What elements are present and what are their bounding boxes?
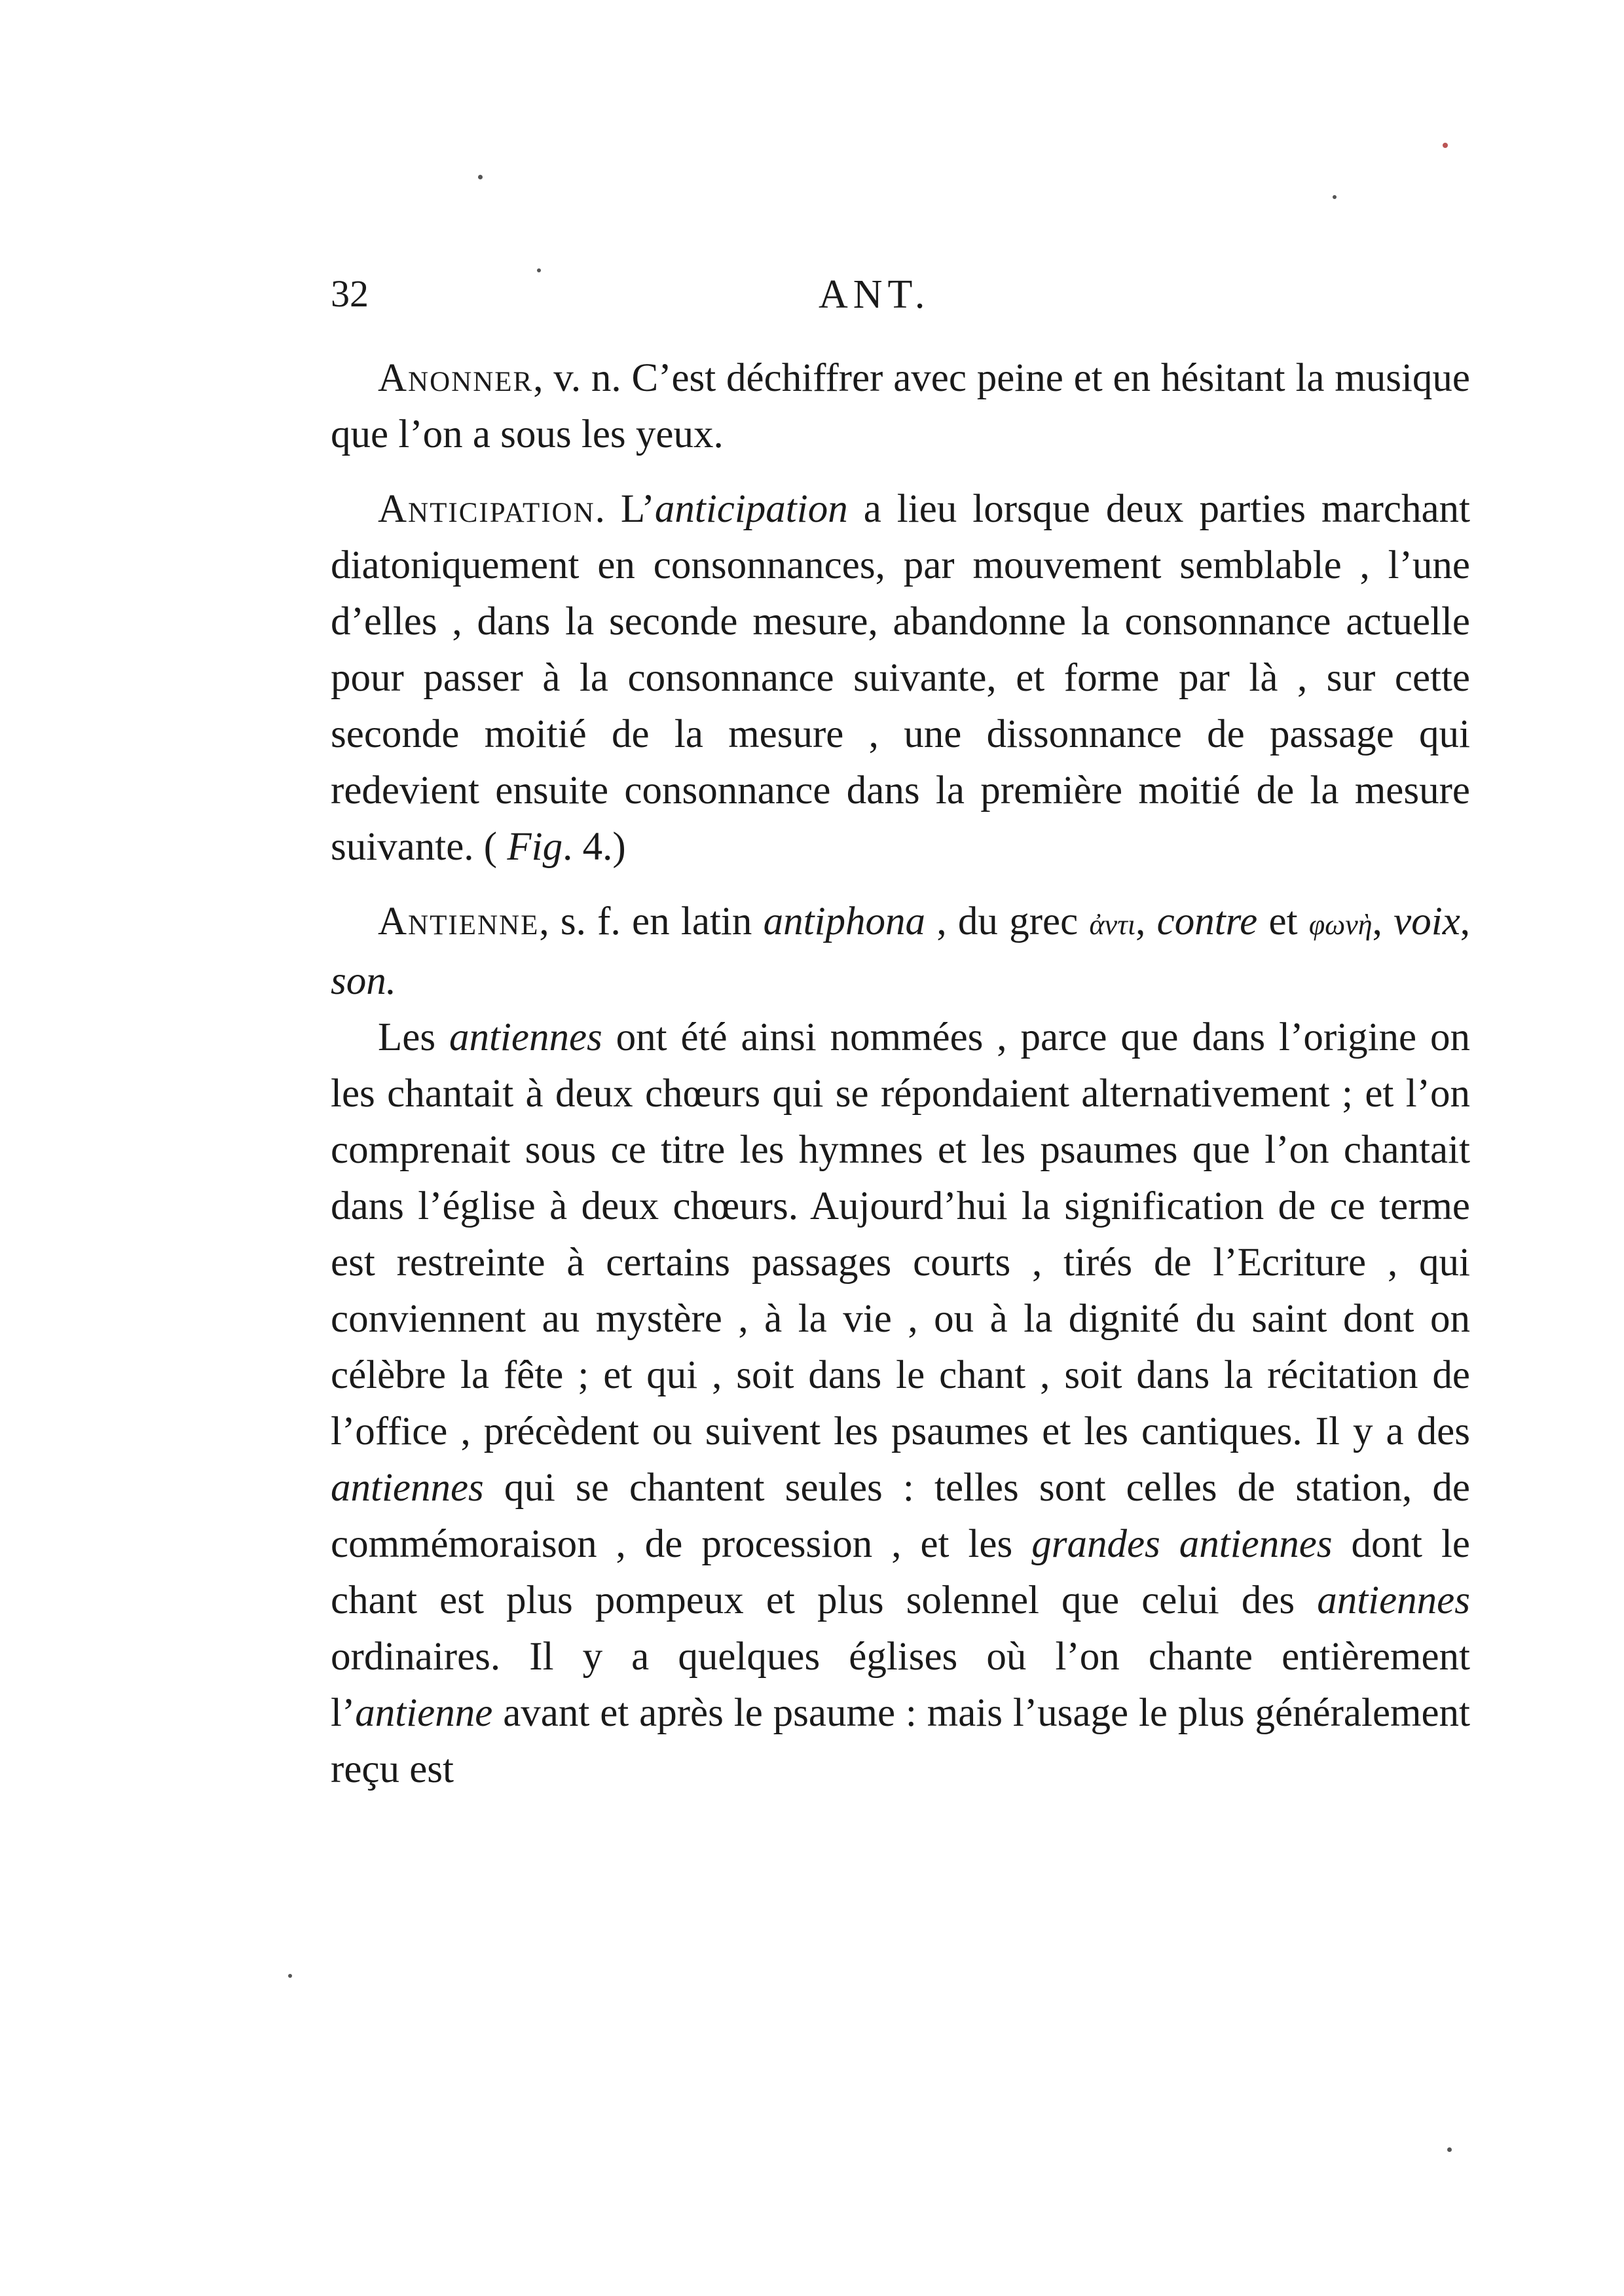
running-header — [331, 272, 1457, 331]
body-text-run: dont le chant est plus pompeux et plus solennel que celui des — [331, 1522, 1470, 1622]
italic-term: antiennes — [331, 1466, 484, 1510]
italic-term: antienne — [355, 1691, 493, 1735]
italic-term: antiennes — [1317, 1578, 1470, 1622]
ink-speck — [1443, 143, 1448, 148]
definition-text: , — [1135, 900, 1157, 943]
figure-reference: Fig — [507, 825, 563, 869]
definition-text: et — [1257, 900, 1309, 943]
italic-term: son. — [331, 959, 396, 1003]
definition-text: . 4.) — [563, 825, 626, 869]
body-text-run: ont été ainsi nommées , parce que dans l’origine on les chantait à deux chœurs qui se répondaient alternativement ; et l’on comprenait sous ce titre les hymnes et les psaumes que l’on chantait dans l’église à deux chœurs. Aujourd’hui la signification de ce terme est restreinte à certains passages courts , tirés de l’Ecriture , qui conviennent au mystère , à la vie , ou à la dignité du saint dont on célèbre la fête ; et qui , soit dans le chant , soit dans la récitation de l’office , précèdent ou suivent les psaumes et les cantiques. Il y a des — [331, 1015, 1471, 1453]
body-text-run: ordinaires. Il y a quelques églises où l’on chante entièrement l’ — [331, 1635, 1470, 1735]
ink-speck — [478, 175, 483, 179]
definition-text: , du grec — [925, 900, 1090, 943]
definition-text: a lieu lorsque deux parties marchant diatoniquement en consonnances, par mouvement semblable , l’une d’elles , dans la seconde mesure, abandonne la consonnance actuelle pour passer à la consonnance suivante, et forme par là , sur cette seconde moitié de la mesure , une dissonnance de passage qui redevient ensuite consonnance dans la première moitié de la mesure suivante. ( — [331, 487, 1470, 869]
running-title: ANT. — [819, 272, 931, 317]
definition-text: , — [1372, 900, 1394, 943]
body-text — [331, 350, 1470, 1816]
greek-word: φωνὴ — [1308, 909, 1373, 941]
italic-term: voix — [1393, 900, 1460, 943]
ink-speck — [1447, 2147, 1452, 2152]
body-text-run: qui se chantent seules : telles sont celles de station, de commémoraison , de procession , et les — [331, 1466, 1470, 1566]
definition-text: , — [1460, 900, 1471, 943]
italic-term: grandes antiennes — [1031, 1522, 1333, 1566]
definition-text: , s. f. en latin — [539, 900, 764, 943]
ink-speck — [1333, 195, 1337, 199]
italic-term: anticipation — [654, 487, 848, 531]
entry-anticipation — [331, 481, 1470, 875]
definition-text: , v. n. C’est déchiffrer avec peine et en hésitant la musique que l’on a sous les yeux. — [331, 356, 1470, 456]
headword: Anonner — [378, 356, 534, 400]
headword: Antienne — [378, 900, 540, 943]
italic-term: antiennes — [449, 1015, 602, 1059]
italic-term: contre — [1156, 900, 1258, 943]
page-number: 32 — [331, 272, 369, 315]
entry-antienne — [331, 894, 1470, 1010]
entry-anonner — [331, 350, 1470, 463]
headword: Anticipation — [378, 487, 595, 531]
italic-term: antiphona — [763, 900, 926, 943]
greek-word: ἀντι — [1089, 909, 1136, 941]
definition-text: . L’ — [595, 487, 655, 531]
body-text-run: avant et après le psaume : mais l’usage le plus généralement reçu est — [331, 1691, 1470, 1791]
ink-speck — [288, 1974, 292, 1978]
entry-antienne-body — [331, 1010, 1470, 1798]
body-text-run: Les — [378, 1015, 449, 1059]
